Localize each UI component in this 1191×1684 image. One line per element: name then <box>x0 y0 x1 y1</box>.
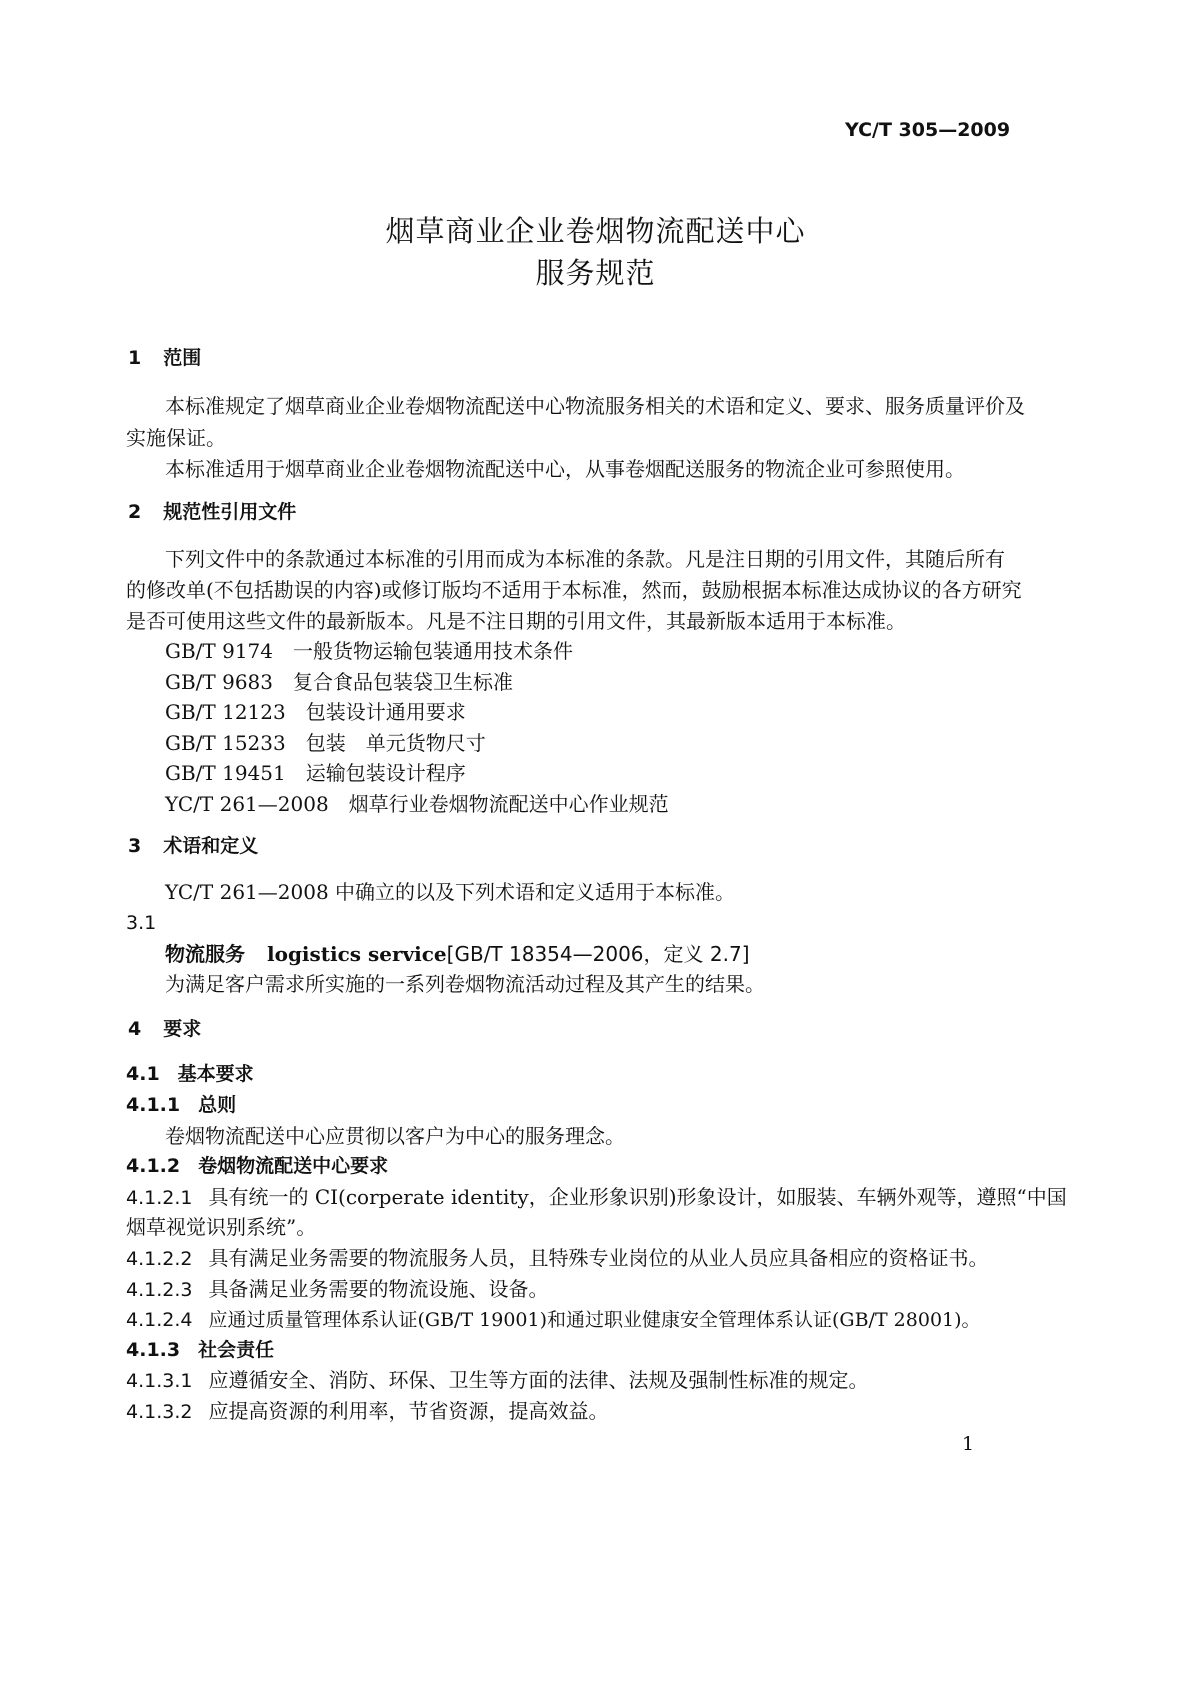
reference-title: 包装 单元货物尺寸 <box>305 731 486 755</box>
clause-number: 4.1.2.4 <box>126 1309 193 1331</box>
section-2-heading <box>128 498 296 526</box>
clause-number: 4.1.2.3 <box>126 1279 193 1301</box>
section-1-heading <box>128 344 201 372</box>
clause-4-1-1-heading <box>126 1091 236 1119</box>
reference-title: 包装设计通用要求 <box>305 700 466 724</box>
reference-title: 复合食品包装袋卫生标准 <box>293 670 514 694</box>
clause-title: 基本要求 <box>177 1063 254 1085</box>
reference-code: GB/T 9174 <box>165 639 274 663</box>
clause-title: 总则 <box>198 1094 237 1116</box>
section-number: 2 <box>128 501 142 523</box>
reference-code: GB/T 19451 <box>165 761 286 785</box>
term-source: [GB/T 18354—2006，定义 2.7] <box>446 942 750 966</box>
sec3-paragraph: YC/T 261—2008 中确立的以及下列术语和定义适用于本标准。 <box>165 880 736 904</box>
clause-4-1-1-text: 卷烟物流配送中心应贯彻以客户为中心的服务理念。 <box>165 1124 625 1148</box>
sec1-paragraph1-line1: 本标准规定了烟草商业企业卷烟物流配送中心物流服务相关的术语和定义、要求、服务质量评价及 <box>165 394 1025 418</box>
clause-4-1-2-2 <box>126 1244 988 1273</box>
reference-code: GB/T 15233 <box>165 731 286 755</box>
sec2-paragraph-line2: 的修改单(不包括勘误的内容)或修订版均不适用于本标准，然而，鼓励根据本标准达成协议的各方研究 <box>126 578 1022 602</box>
reference-code: GB/T 12123 <box>165 700 286 724</box>
section-3-heading <box>128 832 258 860</box>
term-definition: 为满足客户需求所实施的一系列卷烟物流活动过程及其产生的结果。 <box>165 972 765 996</box>
clause-4-1-2-1-line2: 烟草视觉识别系统”。 <box>126 1215 317 1239</box>
clause-number: 4.1.3 <box>126 1339 181 1361</box>
doc-code: YC/T 305—2009 <box>845 119 1011 141</box>
term-zh: 物流服务 <box>165 942 245 966</box>
clause-number: 4.1.2.2 <box>126 1248 193 1270</box>
clause-text: 具有满足业务需要的物流服务人员，且特殊专业岗位的从业人员应具备相应的资格证书。 <box>208 1246 989 1270</box>
doc-title-line2: 服务规范 <box>535 256 656 290</box>
clause-4-1-2-heading <box>126 1152 388 1180</box>
clause-number: 4.1.2.1 <box>126 1187 193 1209</box>
clause-number: 4.1 <box>126 1063 160 1085</box>
term-en: logistics service <box>267 942 447 966</box>
reference-title: 一般货物运输包装通用技术条件 <box>293 639 574 663</box>
clause-title: 卷烟物流配送中心要求 <box>198 1155 389 1177</box>
clause-text: 应遵循安全、消防、环保、卫生等方面的法律、法规及强制性标准的规定。 <box>208 1368 869 1392</box>
sec1-paragraph1-line2: 实施保证。 <box>126 426 226 450</box>
reference-item <box>165 729 486 757</box>
clause-4-1-3-2 <box>126 1397 608 1426</box>
section-title: 范围 <box>163 347 202 369</box>
reference-item <box>165 698 466 726</box>
section-title: 要求 <box>163 1018 202 1040</box>
section-number: 4 <box>128 1018 142 1040</box>
sec2-paragraph-line1: 下列文件中的条款通过本标准的引用而成为本标准的条款。凡是注日期的引用文件，其随后所有 <box>165 547 1005 571</box>
clause-4-1-2-4 <box>126 1305 981 1334</box>
clause-text: 应提高资源的利用率，节省资源，提高效益。 <box>208 1399 609 1423</box>
doc-title-line1: 烟草商业企业卷烟物流配送中心 <box>385 214 806 248</box>
reference-title: 烟草行业卷烟物流配送中心作业规范 <box>348 792 669 816</box>
clause-text: 具备满足业务需要的物流设施、设备。 <box>208 1277 549 1301</box>
clause-4-1-heading <box>126 1060 254 1088</box>
clause-title: 社会责任 <box>198 1339 275 1361</box>
clause-4-1-2-3 <box>126 1275 548 1304</box>
clause-4-1-2-1 <box>126 1183 1067 1212</box>
reference-item <box>165 637 573 665</box>
reference-item <box>165 790 669 818</box>
sec1-paragraph2: 本标准适用于烟草商业企业卷烟物流配送中心，从事卷烟配送服务的物流企业可参照使用。 <box>165 457 965 481</box>
sec2-paragraph-line3: 是否可使用这些文件的最新版本。凡是不注日期的引用文件，其最新版本适用于本标准。 <box>126 609 906 633</box>
clause-number: 4.1.3.2 <box>126 1401 193 1423</box>
reference-item <box>165 759 466 787</box>
clause-text: 具有统一的 CI(corperate identity，企业形象识别)形象设计，如服装、车辆外观等，遵照“中国 <box>208 1185 1067 1209</box>
clause-4-1-3-1 <box>126 1366 868 1395</box>
section-number: 3 <box>128 835 142 857</box>
term-entry <box>165 940 750 968</box>
reference-code: GB/T 9683 <box>165 670 274 694</box>
page-number: 1 <box>962 1433 975 1455</box>
section-title: 规范性引用文件 <box>163 501 297 523</box>
section-4-heading <box>128 1015 201 1043</box>
section-number: 1 <box>128 347 142 369</box>
clause-3-1-number: 3.1 <box>126 912 157 934</box>
clause-text: 应通过质量管理体系认证(GB/T 19001)和通过职业健康安全管理体系认证(GB/T 28001)。 <box>208 1309 981 1331</box>
clause-number: 4.1.2 <box>126 1155 181 1177</box>
section-title: 术语和定义 <box>163 835 259 857</box>
clause-number: 4.1.3.1 <box>126 1370 193 1392</box>
reference-title: 运输包装设计程序 <box>305 761 466 785</box>
reference-code: YC/T 261—2008 <box>165 792 329 816</box>
clause-4-1-3-heading <box>126 1336 274 1364</box>
clause-number: 4.1.1 <box>126 1094 181 1116</box>
reference-item <box>165 668 513 696</box>
